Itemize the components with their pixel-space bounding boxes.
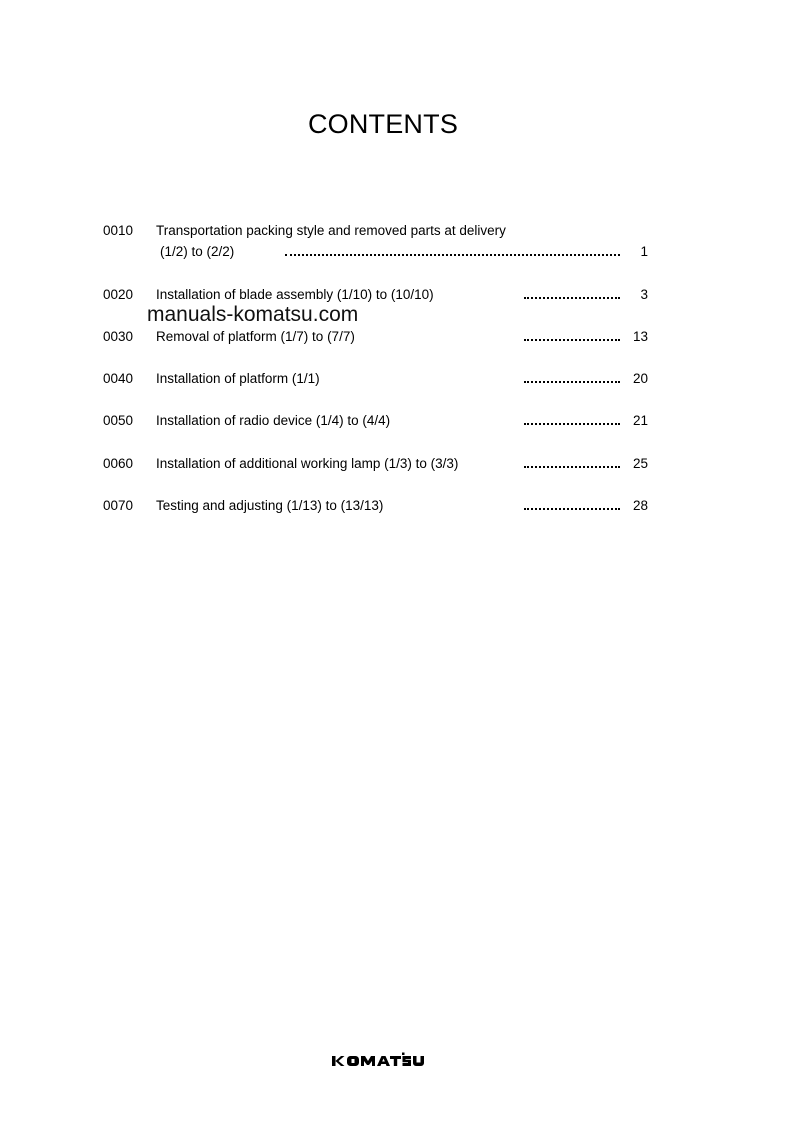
toc-entry-0010[interactable] (0, 222, 794, 240)
toc-code: 0010 (103, 223, 134, 238)
toc-entry-0020[interactable] (0, 286, 794, 304)
watermark-text: manuals-komatsu.com (147, 303, 359, 326)
toc-entry-0010-continuation[interactable] (0, 243, 794, 261)
toc-entry-0050[interactable] (0, 412, 794, 430)
toc-page-number: 3 (640, 287, 648, 302)
toc-page-number: 28 (632, 498, 648, 513)
toc-code: 0020 (103, 287, 134, 302)
dot-leader (524, 508, 620, 510)
toc-entry-0060[interactable] (0, 455, 794, 473)
toc-code: 0050 (103, 413, 134, 428)
page-title: CONTENTS (307, 109, 459, 139)
toc-title: Installation of radio device (1/4) to (4/4) (156, 413, 391, 428)
toc-entry-0030[interactable] (0, 328, 794, 346)
toc-entry-0070[interactable] (0, 497, 794, 515)
toc-code: 0060 (103, 456, 134, 471)
toc-title: Installation of blade assembly (1/10) to (10/10) (156, 287, 434, 302)
toc-title: Installation of platform (1/1) (156, 371, 320, 386)
toc-title: Installation of additional working lamp (1/3) to (3/3) (156, 456, 459, 471)
dot-leader (524, 297, 620, 299)
toc-title: Removal of platform (1/7) to (7/7) (156, 329, 355, 344)
dot-leader (524, 339, 620, 341)
toc-page-number: 25 (632, 456, 648, 471)
dot-leader (285, 254, 620, 256)
toc-subtitle: (1/2) to (2/2) (160, 244, 235, 259)
komatsu-logo-icon (332, 1051, 429, 1069)
toc-title: Testing and adjusting (1/13) to (13/13) (156, 498, 384, 513)
toc-page-number: 1 (640, 244, 648, 259)
dot-leader (524, 381, 620, 383)
toc-code: 0040 (103, 371, 134, 386)
toc-code: 0030 (103, 329, 134, 344)
toc-title: Transportation packing style and removed parts at delivery (156, 223, 506, 238)
dot-leader (524, 423, 620, 425)
dot-leader (524, 466, 620, 468)
komatsu-logo (332, 1051, 429, 1069)
toc-code: 0070 (103, 498, 134, 513)
toc-page-number: 20 (632, 371, 648, 386)
toc-entry-0040[interactable] (0, 370, 794, 388)
toc-page-number: 13 (632, 329, 648, 344)
toc-page-number: 21 (632, 413, 648, 428)
